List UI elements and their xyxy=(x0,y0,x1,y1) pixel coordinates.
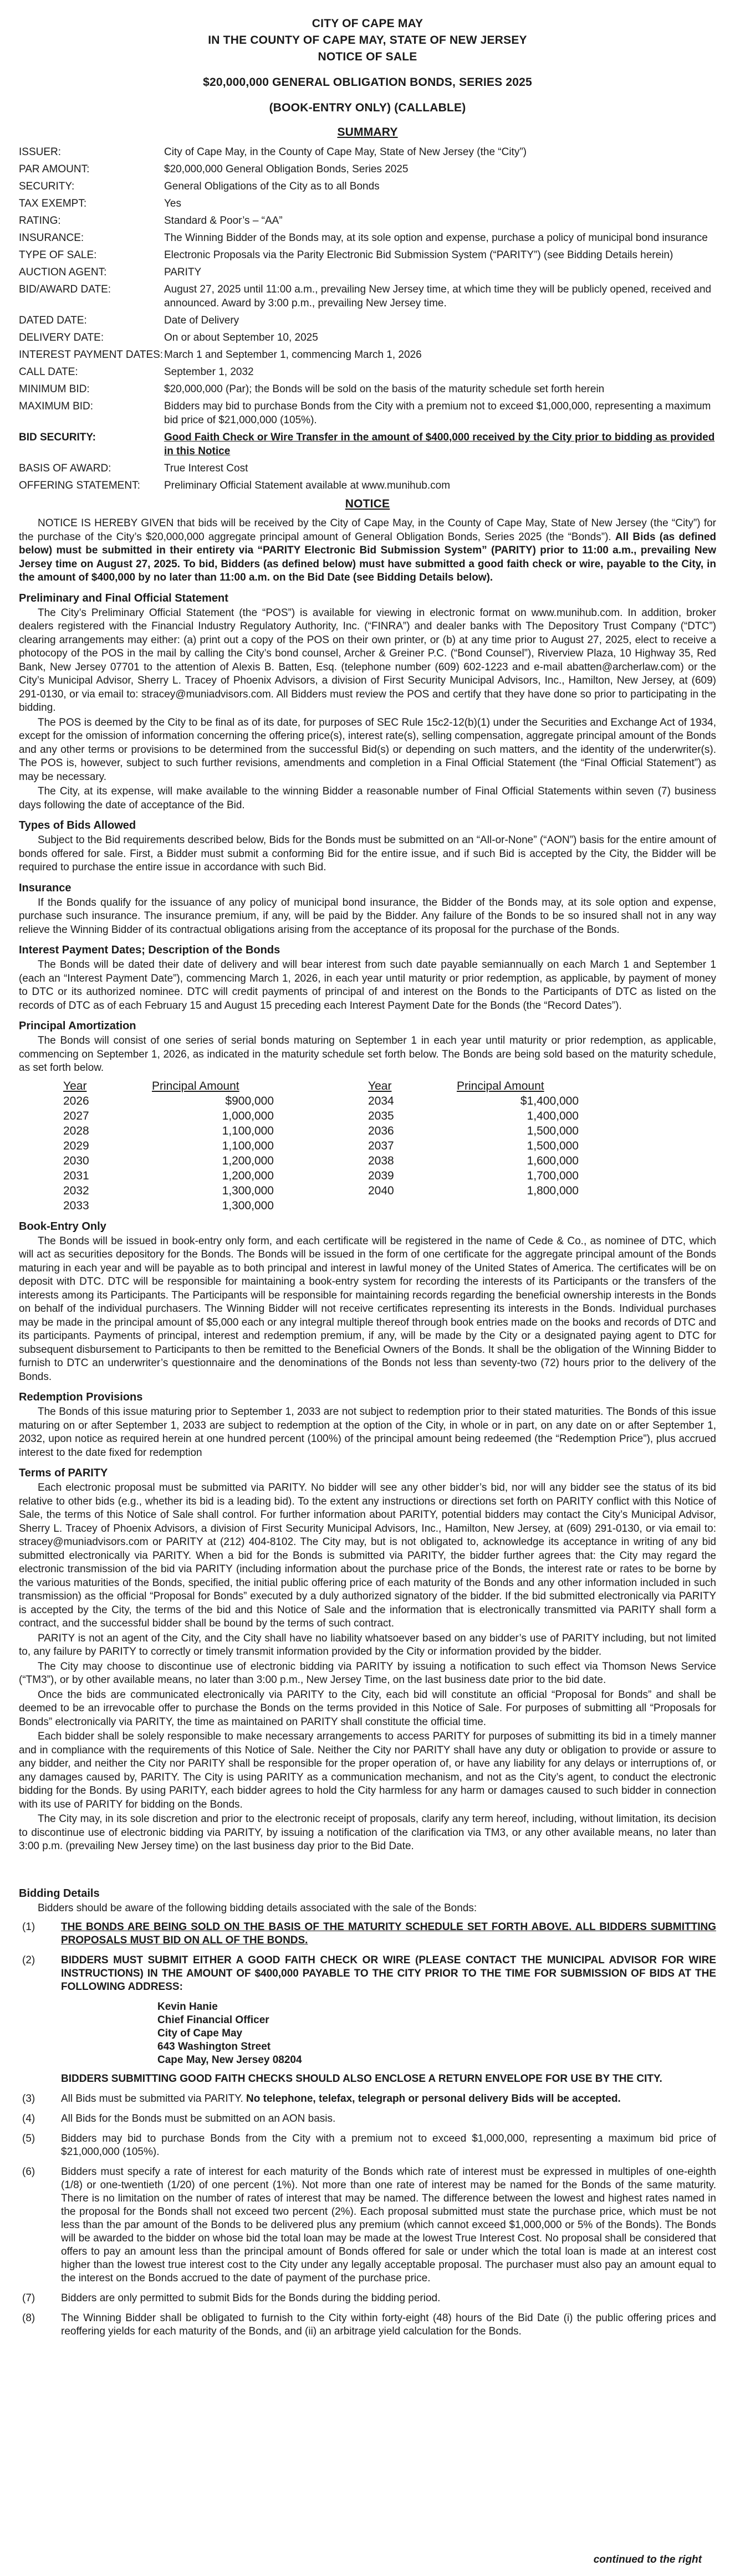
summary-row xyxy=(19,430,716,458)
section-paragraph: The Bonds will be issued in book-entry only form, and each certificate will be registered in the name of Cede & Co., as nominee of DTC, which will act as securities depository for the Bonds. The Bonds will be issued in the form of one certificate for the aggregate principal amount of the Bonds maturing in each year and will be payable as to both principal and interest in lawful money of the United States of America. The certificates will be on deposit with DTC. DTC will be responsible for maintaining a book-entry system for recording the interests of its Participants or the transfers of the interests among its Participants. The Participants will be responsible for maintaining records regarding the beneficial ownership interests in the Bonds on behalf of the individual purchasers. The Winning Bidder will not receive certificates representing its interests in the Bonds. Individual purchases may be made in the principal amount of $5,000 each or any integral multiple thereof through book entries made on the books and records of DTC and its participants. Payments of principal, interest and redemption premium, if any, will be made by the City or a designated paying agent to DTC for subsequent disbursement to Participants to then be remitted to the Beneficial Owners of the Bonds. It shall be the obligation of the Winning Bidder to furnish to DTC an underwriter’s questionnaire and the denominations of the Bonds not less than seventy-two (72) hours prior to the delivery of the Bonds. xyxy=(19,1235,716,1383)
principal-amount: 1,100,000 xyxy=(222,1139,274,1152)
summary-row xyxy=(19,179,716,193)
principal-amount: 1,600,000 xyxy=(527,1154,579,1167)
bidding-item-text-part: The Winning Bidder shall be obligated to furnish to the City within forty-eight (48) hours of the Bid Date (i) the public offering prices and reoffering yields for each maturity of the Bonds, and (ii) an arbitrage yield calculation for the Bonds. xyxy=(61,2312,716,2337)
address-line: Chief Financial Officer xyxy=(157,2014,269,2026)
column-spacer xyxy=(296,1168,368,1183)
section-paragraph: If the Bonds qualify for the issuance of any policy of municipal bond insurance, the Bidder of the Bonds may, at its sole option and expense, purchase such insurance. The insurance premium, if any, will be paid by the Bidder. Any failure of the Bonds to be so insured shall not in any way relieve the Winning Bidder of its contractual obligations arising from the acceptance of its proposal for the purchase of the Bonds. xyxy=(19,896,716,936)
summary-value: September 1, 2032 xyxy=(164,366,254,378)
section-paragraph: Once the bids are communicated electronically via PARITY to the City, each bid will constitute an official “Proposal for Bonds” and shall be deemed to be an irrevocable offer to purchase the Bonds on the terms provided in this Notice of Sale. For purposes of submitting all “Proposals for Bonds” electronically via PARITY, the time as maintained on PARITY shall constitute the official time. xyxy=(19,1689,716,1728)
summary-label: INTEREST PAYMENT DATES: xyxy=(19,349,164,361)
summary-label: BID SECURITY: xyxy=(19,432,96,443)
summary-value: PARITY xyxy=(164,266,202,278)
bidding-item xyxy=(19,2166,716,2285)
summary-row xyxy=(19,162,716,176)
column-spacer xyxy=(296,1123,368,1138)
summary-row xyxy=(19,265,716,279)
bidding-item-text: THE BONDS ARE BEING SOLD ON THE BASIS OF THE MATURITY SCHEDULE SET FORTH ABOVE. ALL BIDDERS SUBMITTING PROPOSALS MUST BID ON ALL OF THE BONDS. xyxy=(61,1921,716,1946)
bidding-item-text: BIDDERS MUST SUBMIT EITHER A GOOD FAITH CHECK OR WIRE (PLEASE CONTACT THE MUNICIPAL ADVISOR FOR WIRE INSTRUCTIONS) IN THE AMOUNT OF $400,000 PAYABLE TO THE CITY PRIOR TO THE TIME FOR SUBMISSION OF BIDS AT THE FOLLOWING ADDRESS: xyxy=(61,1954,716,1993)
summary-row xyxy=(19,314,716,327)
principal-amount: 1,300,000 xyxy=(222,1199,274,1212)
notice-intro-text: NOTICE IS HEREBY GIVEN that bids will be received by the City of Cape May, in the County of Cape May, State of New Jersey (the “City”) for the purchase of the City’s $20,000,000 aggregate principal amount of General Obligation Bonds, Series 2025 (the “Bonds”). xyxy=(19,517,716,543)
maturity-year: 2031 xyxy=(63,1169,89,1182)
maturity-year: 2027 xyxy=(63,1109,89,1122)
principal-amount: 1,800,000 xyxy=(527,1184,579,1197)
bidding-item-text xyxy=(61,2292,716,2305)
notice-of-sale-title: NOTICE OF SALE xyxy=(318,50,417,63)
address-line: Kevin Hanie xyxy=(157,2001,218,2013)
summary-value: Electronic Proposals via the Parity Electronic Bid Submission System (“PARITY”) (see Bidding Details herein) xyxy=(164,249,673,261)
section-paragraph: PARITY is not an agent of the City, and the City shall have no liability whatsoever based on any bidder’s use of PARITY including, but not limited to, any failure by PARITY to correctly or timely transmit information provided by the City or information provided by the bidder. xyxy=(19,1632,716,1658)
column-spacer xyxy=(296,1079,368,1094)
section-paragraph: The City may, in its sole discretion and prior to the electronic receipt of proposals, clarify any term hereof, including, without limitation, its decision to discontinue use of electronic bidding via PARITY, by issuing a notification of the clarification via TM3, or any other available means, no later than 3:00 p.m. (prevailing New Jersey time) on the last business day prior to the Bid Date. xyxy=(19,1813,716,1852)
section-paragraph: The Bonds of this issue maturing prior to September 1, 2033 are not subject to redemption prior to their stated maturities. The Bonds of this issue maturing on or after September 1, 2033 are subject to redemption at the option of the City, in whole or in part, on any date on or after September 1, 2032, upon notice as required herein at one hundred percent (100%) of the principal amount being redeemed (the “Redemption Price”), plus accrued interest to the date fixed for redemption xyxy=(19,1406,716,1459)
bidding-item-text xyxy=(61,2132,716,2159)
maturity-year: 2039 xyxy=(368,1169,394,1182)
summary-value: Good Faith Check or Wire Transfer in the amount of $400,000 received by the City prior to bidding as provided in this Notice xyxy=(164,432,715,457)
bond-issue-title: $20,000,000 GENERAL OBLIGATION BONDS, SERIES 2025 xyxy=(203,76,532,89)
county-state-line: IN THE COUNTY OF CAPE MAY, STATE OF NEW JERSEY xyxy=(208,34,527,47)
bidding-item-number: (6) xyxy=(22,2166,35,2178)
maturity-year: 2036 xyxy=(368,1124,394,1137)
principal-amount: 1,300,000 xyxy=(222,1184,274,1197)
bidding-item-number: (5) xyxy=(22,2133,35,2144)
column-spacer xyxy=(296,1183,368,1198)
bidding-details-intro: Bidders should be aware of the following bidding details associated with the sale of the Bonds: xyxy=(38,1902,477,1914)
section-paragraph: Each bidder shall be solely responsible to make necessary arrangements to access PARITY for purposes of submitting its bid in a timely manner and in compliance with the requirements of this Notice of Sale. Neither the City nor PARITY shall have any duty or obligation to provide or assure to any bidder, and neither the City nor PARITY shall be responsible for the proper operation of, or have any liability for any delays or interruptions of, or any damages caused by, PARITY. The City is using PARITY as a communication mechanism, and not as the City’s agent, to conduct the electronic bidding for the Bonds. By using PARITY, each bidder agrees to hold the City harmless for any harm or damages caused to such bidder in connection with its use of PARITY for bidding on the Bonds. xyxy=(19,1731,716,1810)
principal-amortization-table xyxy=(63,1079,716,1213)
maturity-year: 2026 xyxy=(63,1094,89,1107)
summary-label: MINIMUM BID: xyxy=(19,383,90,395)
principal-amount: $900,000 xyxy=(225,1094,274,1107)
empty-cell xyxy=(368,1198,457,1213)
summary-label: INSURANCE: xyxy=(19,232,84,244)
maturity-year: 2038 xyxy=(368,1154,394,1167)
summary-heading: SUMMARY xyxy=(337,126,398,138)
good-faith-address xyxy=(157,2000,716,2067)
summary-label: TYPE OF SALE: xyxy=(19,249,97,261)
maturity-year: 2034 xyxy=(368,1094,394,1107)
summary-label: BID/AWARD DATE: xyxy=(19,284,111,295)
bidding-item xyxy=(19,2132,716,2159)
summary-row xyxy=(19,399,716,427)
return-envelope-text: BIDDERS SUBMITTING GOOD FAITH CHECKS SHOULD ALSO ENCLOSE A RETURN ENVELOPE FOR USE BY THE CITY. xyxy=(61,2073,662,2085)
section-heading: Book-Entry Only xyxy=(19,1220,106,1233)
column-spacer xyxy=(296,1153,368,1168)
summary-row xyxy=(19,331,716,345)
bidding-item xyxy=(19,2112,716,2126)
principal-column-header: Principal Amount xyxy=(457,1079,544,1092)
summary-value: City of Cape May, in the County of Cape May, State of New Jersey (the “City”) xyxy=(164,146,527,158)
summary-value: $20,000,000 (Par); the Bonds will be sold on the basis of the maturity schedule set forth herein xyxy=(164,383,605,395)
summary-row xyxy=(19,214,716,228)
summary-value: August 27, 2025 until 11:00 a.m., prevailing New Jersey time, at which time they will be publicly opened, received and announced. Award by 3:00 p.m., prevailing New Jersey time. xyxy=(164,284,712,309)
summary-label: ISSUER: xyxy=(19,146,62,158)
maturity-year: 2040 xyxy=(368,1184,394,1197)
summary-value: Preliminary Official Statement available at www.munihub.com xyxy=(164,480,451,491)
continued-note: continued to the right xyxy=(593,2554,702,2565)
empty-cell xyxy=(457,1198,601,1213)
section-heading: Redemption Provisions xyxy=(19,1391,143,1403)
year-column-header: Year xyxy=(368,1079,392,1092)
bidding-item-number: (2) xyxy=(22,1954,35,1966)
summary-row xyxy=(19,248,716,262)
principal-amount: 1,400,000 xyxy=(527,1109,579,1122)
bidding-item-number: (3) xyxy=(22,2093,35,2105)
bidding-item xyxy=(19,2092,716,2106)
summary-row xyxy=(19,479,716,492)
summary-row xyxy=(19,231,716,245)
summary-value: Date of Delivery xyxy=(164,315,239,326)
address-line: City of Cape May xyxy=(157,2028,243,2039)
summary-label: RATING: xyxy=(19,215,61,227)
return-envelope-note xyxy=(19,2072,716,2086)
issuer-title: CITY OF CAPE MAY xyxy=(312,17,423,30)
address-line: 643 Washington Street xyxy=(157,2041,271,2052)
summary-row xyxy=(19,145,716,159)
maturity-year: 2032 xyxy=(63,1184,89,1197)
bidding-details-heading: Bidding Details xyxy=(19,1887,100,1900)
bidding-item xyxy=(19,1954,716,1994)
summary-label: OFFERING STATEMENT: xyxy=(19,480,140,491)
section-paragraph: The City, at its expense, will make available to the winning Bidder a reasonable number of Final Official Statements within seven (7) business days following the date of acceptance of the Bid. xyxy=(19,786,716,811)
book-entry-callable-line: (BOOK-ENTRY ONLY) (CALLABLE) xyxy=(269,101,466,114)
bidding-item xyxy=(19,2312,716,2338)
bidding-item xyxy=(19,2292,716,2305)
section-heading: Insurance xyxy=(19,881,72,894)
bidding-item-text xyxy=(61,2312,716,2338)
bidding-item-number: (7) xyxy=(22,2292,35,2304)
section-paragraph: The Bonds will be dated their date of delivery and will bear interest from such date payable semiannually on each March 1 and September 1 (each an “Interest Payment Date”), commencing March 1, 2026, in each year until maturity or prior redemption, as applicable, by payment of money to DTC or its authorized nominee. DTC will credit payments of principal of and interest on the Bonds to the Participants of DTC as listed on the records of DTC as of each February 15 and August 15 preceding each Interest Payment Date for the Bonds (the “Record Dates”). xyxy=(19,959,716,1012)
summary-row xyxy=(19,348,716,362)
column-spacer xyxy=(296,1198,368,1213)
section-paragraph: The City may choose to discontinue use of electronic bidding via PARITY by issuing a notification to such effect via Thomson News Service (“TM3”), or by other available means, no later than 3:00 p.m., New Jersey Time, on the last business date prior to the bid date. xyxy=(19,1660,716,1686)
principal-amount: 1,100,000 xyxy=(222,1124,274,1137)
section-heading: Interest Payment Dates; Description of the Bonds xyxy=(19,944,280,956)
bidding-item-text-part: All Bids for the Bonds must be submitted on an AON basis. xyxy=(61,2113,336,2125)
notice-heading: NOTICE xyxy=(345,497,390,510)
bidding-item-text-part: Bidders must specify a rate of interest for each maturity of the Bonds which rate of interest must be expressed in multiples of one-eighth (1/8) or one-twentieth (1/20) of one percent (1%). Not more than one rate of interest may be named for the Bonds of the same maturity. There is no limitation on the number of rates of interest that may be named. The difference between the lowest and highest rates named in the proposal for the Bonds shall not exceed two percent (2%). Each proposal submitted must state the purchase price, which must be not less than the par amount of the Bonds to be delivered plus any premium (which cannot exceed $1,000,000 or 5% of the Bonds). The Bonds will be awarded to the bidder on whose bid the total loan may be made at the lowest True Interest Cost. No proposal shall be considered that offers to pay an amount less than the principal amount of Bonds offered for sale or under which the total loan is made at an interest cost higher than the lowest true interest cost to the City under any legally acceptable proposal. The purchaser must also pay an amount equal to the interest on the Bonds accrued to the date of payment of the purchase price. xyxy=(61,2166,716,2284)
summary-value: General Obligations of the City as to all Bonds xyxy=(164,181,380,192)
maturity-year: 2029 xyxy=(63,1139,89,1152)
bidding-item-text-part: Bidders may bid to purchase Bonds from the City with a premium not to exceed $1,000,000, representing a maximum bid price of $21,000,000 (105%). xyxy=(61,2133,716,2158)
section-paragraph: The City’s Preliminary Official Statement (the “POS”) is available for viewing in electronic format on www.munihub.com. In addition, broker dealers registered with the Financial Industry Regulatory Authority, Inc. (“FINRA”) and dealer banks with The Depository Trust Company (“DTC”) clearing arrangements may either: (a) print out a copy of the POS on their own printer, or (b) at any time prior to August 27, 2025, elect to receive a photocopy of the POS in the mail by calling the City’s bond counsel, Archer & Greiner P.C. (“Bond Counsel”), Riverview Plaza, 10 Highway 35, Red Bank, New Jersey 07701 to the attention of Alexis B. Batten, Esq. (telephone number (609) 602-1223 and e-mail abatten@archerlaw.com) or the City’s Municipal Advisor, Sherry L. Tracey of Phoenix Advisors, a division of First Security Municipal Advisors, Inc., Hamilton, New Jersey, at (609) 291-0130, or via email to: stracey@muniadvisors.com. All Bidders must review the POS and certify that they have done so prior to participating in the bidding. xyxy=(19,607,716,714)
bidding-item-number: (8) xyxy=(22,2312,35,2324)
column-spacer xyxy=(296,1138,368,1153)
bidding-item-text-part: All Bids must be submitted via PARITY. xyxy=(61,2093,247,2105)
bidding-item-number-blank xyxy=(19,2072,61,2086)
maturity-year: 2028 xyxy=(63,1124,89,1137)
section-paragraph: The Bonds will consist of one series of serial bonds maturing on September 1 in each year until maturity or prior redemption, as applicable, commencing on September 1, 2026, as indicated in the maturity schedule set forth below. The Bonds are being sold based on the maturity schedule, as set forth below. xyxy=(19,1035,716,1074)
summary-value: The Winning Bidder of the Bonds may, at its sole option and expense, purchase a policy of municipal bond insurance xyxy=(164,232,708,244)
column-spacer xyxy=(296,1109,368,1123)
summary-table xyxy=(19,145,716,492)
summary-label: BASIS OF AWARD: xyxy=(19,463,111,474)
summary-value: $20,000,000 General Obligation Bonds, Series 2025 xyxy=(164,163,409,175)
bidding-item-text xyxy=(61,2092,716,2106)
principal-amount: 1,500,000 xyxy=(527,1124,579,1137)
column-spacer xyxy=(296,1094,368,1109)
summary-row xyxy=(19,197,716,211)
summary-value: Bidders may bid to purchase Bonds from the City with a premium not to exceed $1,000,000, representing a maximum bid price of $21,000,000 (105%). xyxy=(164,401,711,426)
summary-row xyxy=(19,382,716,396)
section-paragraph: The POS is deemed by the City to be final as of its date, for purposes of SEC Rule 15c2-12(b)(1) under the Securities and Exchange Act of 1934, except for the omission of information concerning the offering price(s), interest rate(s), selling compensation, aggregate principal amount of the Bonds and any other terms or provisions to be determined from the successful Bid(s) or depending on such matters, and the identity of the underwriter(s). The POS is, however, subject to such further revisions, amendments and completion in a Final Official Statement (the “Final Official Statement”) as may be necessary. xyxy=(19,716,716,783)
maturity-year: 2033 xyxy=(63,1199,89,1212)
bidding-item-bold-part: No telephone, telefax, telegraph or personal delivery Bids will be accepted. xyxy=(246,2093,621,2105)
summary-row xyxy=(19,365,716,379)
bidding-item-text xyxy=(61,2166,716,2285)
summary-label: MAXIMUM BID: xyxy=(19,401,94,412)
summary-row xyxy=(19,461,716,475)
section-heading: Principal Amortization xyxy=(19,1020,136,1032)
bidding-item-text-part: Bidders are only permitted to submit Bids for the Bonds during the bidding period. xyxy=(61,2292,441,2304)
notice-intro-paragraph xyxy=(19,517,716,585)
maturity-year: 2037 xyxy=(368,1139,394,1152)
summary-value: On or about September 10, 2025 xyxy=(164,332,318,343)
summary-label: PAR AMOUNT: xyxy=(19,163,90,175)
bidding-details-list xyxy=(19,1921,716,2338)
principal-amount: 1,200,000 xyxy=(222,1169,274,1182)
notice-sections xyxy=(19,592,716,1075)
section-paragraph: Subject to the Bid requirements described below, Bids for the Bonds must be submitted on an “All-or-None” (“AON”) basis for the entire amount of bonds offered for sale. First, a Bidder must submit a conforming Bid for the entire issue, and if such Bid is accepted by the City, the Bidder will be required to purchase the entire issue in accordance with such Bid. xyxy=(19,834,716,873)
section-heading: Types of Bids Allowed xyxy=(19,819,136,832)
summary-label: AUCTION AGENT: xyxy=(19,266,107,278)
summary-value: Yes xyxy=(164,198,181,209)
bidding-item-text xyxy=(61,2112,716,2126)
principal-column-header: Principal Amount xyxy=(152,1079,239,1092)
summary-label: TAX EXEMPT: xyxy=(19,198,87,209)
year-column-header: Year xyxy=(63,1079,87,1092)
maturity-year: 2035 xyxy=(368,1109,394,1122)
summary-value: March 1 and September 1, commencing March 1, 2026 xyxy=(164,349,422,361)
summary-label: DATED DATE: xyxy=(19,315,87,326)
notice-intro-bold-text: All Bids (as defined below) must be submitted in their entirety via “PARITY Electronic Bid Submission System” (PARITY) prior to 11:00 a.m., prevailing New Jersey time on August 27, 2025. To bid, Bidders (as defined below) must have submitted a good faith check or wire, payable to the City, in the amount of $400,000 by no later than 11:00 a.m. on the Bid Date (see Bidding Details below). xyxy=(19,531,717,583)
maturity-year: 2030 xyxy=(63,1154,89,1167)
principal-amount: 1,700,000 xyxy=(527,1169,579,1182)
bidding-item-number: (4) xyxy=(22,2113,35,2125)
summary-label: SECURITY: xyxy=(19,181,75,192)
address-line: Cape May, New Jersey 08204 xyxy=(157,2054,302,2066)
summary-value: Standard & Poor’s – “AA” xyxy=(164,215,283,227)
summary-row xyxy=(19,283,716,310)
bidding-item-number: (1) xyxy=(22,1921,35,1933)
section-heading: Preliminary and Final Official Statement xyxy=(19,592,228,604)
summary-label: DELIVERY DATE: xyxy=(19,332,104,343)
bidding-item xyxy=(19,1921,716,1947)
principal-amount: $1,400,000 xyxy=(520,1094,579,1107)
summary-value: True Interest Cost xyxy=(164,463,248,474)
notice-sections-continued xyxy=(19,1220,716,1854)
section-heading: Terms of PARITY xyxy=(19,1467,108,1479)
principal-amount: 1,200,000 xyxy=(222,1154,274,1167)
principal-amount: 1,000,000 xyxy=(222,1109,274,1122)
summary-label: CALL DATE: xyxy=(19,366,78,378)
principal-amount: 1,500,000 xyxy=(527,1139,579,1152)
section-paragraph: Each electronic proposal must be submitted via PARITY. No bidder will see any other bidder’s bid, nor will any bidder see the status of its bid relative to other bids (e.g., whether its bid is a leading bid). To the extent any instructions or directions set forth on PARITY conflict with this Notice of Sale, the terms of this Notice of Sale shall control. For further information about PARITY, potential bidders may contact the City’s Municipal Advisor, Sherry L. Tracey of Phoenix Advisors, a division of First Security Municipal Advisors, Inc., Hamilton, New Jersey, at (609) 291-0130, or via email to: stracey@muniadvisors.com or PARITY at (212) 404-8102. The City may, but is not obligated to, acknowledge its acceptance in writing of any bid submitted electronically via PARITY. When a bid for the Bonds is submitted via PARITY, the bidder further agrees that: the City may regard the electronic transmission of the bid via PARITY (including information about the purchase price of the Bonds, the interest rate or rates to be borne by the various maturities of the Bonds, specified, the initial public offering price of each maturity of the Bonds and any other information included in such transmission) as the official “Proposal for Bonds” executed by a duly authorized signatory of the bidder. If the bid submitted electronically via PARITY is accepted by the City, the terms of the bid and this Notice of Sale and the information that is electronically transmitted via PARITY shall form a contract, and the successful bidder shall be bound by the terms of such contract. xyxy=(19,1482,716,1629)
